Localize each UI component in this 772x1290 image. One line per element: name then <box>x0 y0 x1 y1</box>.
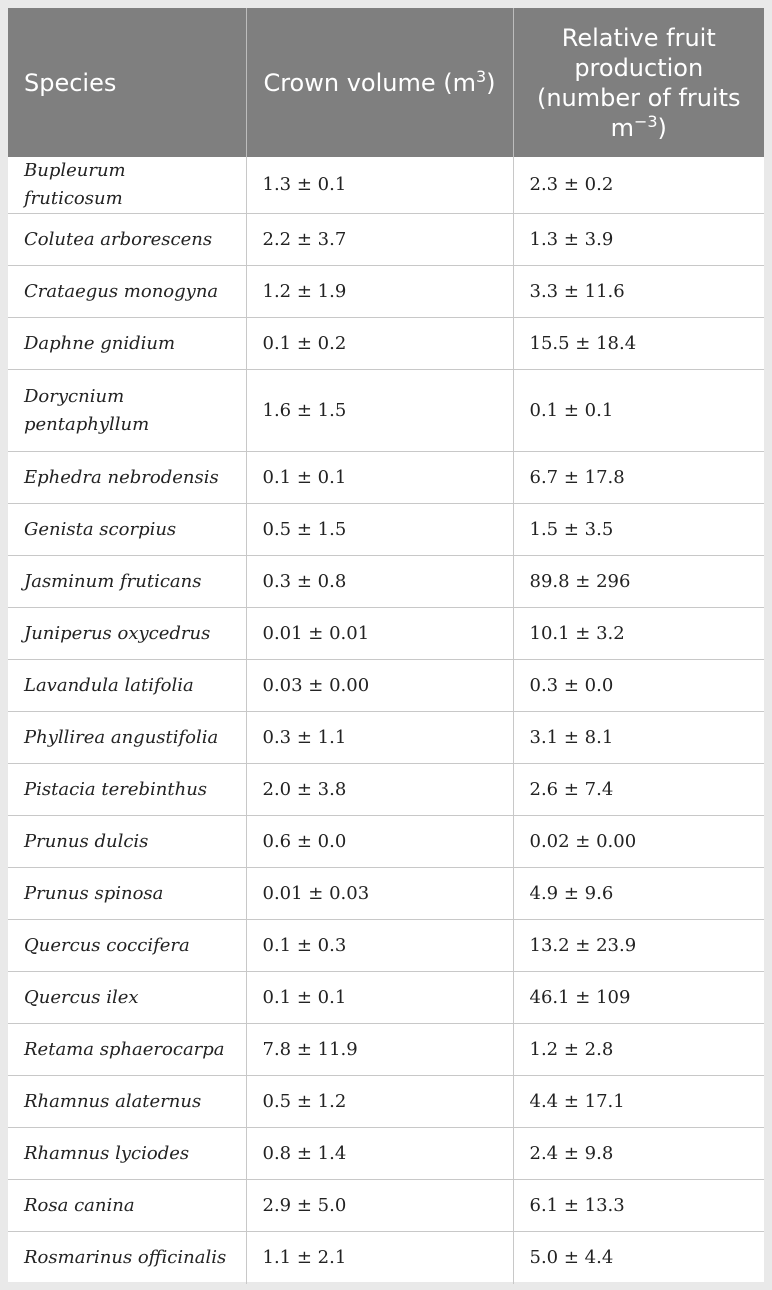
table-header <box>8 8 764 157</box>
table-row <box>8 712 764 764</box>
table-row <box>8 1024 764 1076</box>
species-data-table <box>8 8 764 1284</box>
fruit-production-cell: 2.3 ± 0.2 <box>513 157 764 214</box>
header-crown-volume-exponent: 3 <box>475 66 487 86</box>
fruit-production-cell: 0.1 ± 0.1 <box>513 370 764 452</box>
fruit-production-cell: 2.4 ± 9.8 <box>513 1128 764 1180</box>
table-row <box>8 452 764 504</box>
crown-volume-cell: 0.5 ± 1.5 <box>246 504 513 556</box>
fruit-production-cell: 15.5 ± 18.4 <box>513 318 764 370</box>
fruit-production-cell: 2.6 ± 7.4 <box>513 764 764 816</box>
species-cell: Lavandula latifolia <box>8 660 246 712</box>
table-row <box>8 266 764 318</box>
species-cell: Prunus dulcis <box>8 816 246 868</box>
table-row <box>8 1128 764 1180</box>
species-cell: Jasminum fruticans <box>8 556 246 608</box>
species-cell: Crataegus monogyna <box>8 266 246 318</box>
crown-volume-cell: 0.3 ± 0.8 <box>246 556 513 608</box>
crown-volume-cell: 0.8 ± 1.4 <box>246 1128 513 1180</box>
crown-volume-cell: 1.2 ± 1.9 <box>246 266 513 318</box>
table-row <box>8 157 764 214</box>
crown-volume-cell: 1.3 ± 0.1 <box>246 157 513 214</box>
header-species-label: Species <box>24 68 117 97</box>
species-cell: Retama sphaerocarpa <box>8 1024 246 1076</box>
fruit-production-cell: 1.2 ± 2.8 <box>513 1024 764 1076</box>
table-body <box>8 157 764 1284</box>
species-cell: Dorycnium pentaphyllum <box>8 370 246 452</box>
species-cell: Prunus spinosa <box>8 868 246 920</box>
crown-volume-cell: 0.01 ± 0.01 <box>246 608 513 660</box>
table-row <box>8 816 764 868</box>
table-row <box>8 660 764 712</box>
fruit-production-cell: 6.7 ± 17.8 <box>513 452 764 504</box>
fruit-production-cell: 5.0 ± 4.4 <box>529 1246 614 1268</box>
table-row <box>8 1076 764 1128</box>
fruit-production-cell: 46.1 ± 109 <box>513 972 764 1024</box>
fruit-production-cell: 1.5 ± 3.5 <box>513 504 764 556</box>
fruit-production-cell: 89.8 ± 296 <box>513 556 764 608</box>
fruit-production-cell: 4.9 ± 9.6 <box>513 868 764 920</box>
table-row <box>8 1180 764 1232</box>
species-cell: Rhamnus lyciodes <box>8 1128 246 1180</box>
crown-volume-cell: 2.9 ± 5.0 <box>246 1180 513 1232</box>
header-crown-volume <box>246 8 513 157</box>
crown-volume-cell: 0.5 ± 1.2 <box>246 1076 513 1128</box>
species-cell: Colutea arborescens <box>8 214 246 266</box>
species-cell: Juniperus oxycedrus <box>8 608 246 660</box>
fruit-production-cell: 0.3 ± 0.0 <box>513 660 764 712</box>
crown-volume-cell: 1.6 ± 1.5 <box>246 370 513 452</box>
table-row <box>8 556 764 608</box>
table-frame <box>8 8 764 1282</box>
species-cell: Genista scorpius <box>8 504 246 556</box>
crown-volume-cell: 2.2 ± 3.7 <box>246 214 513 266</box>
table-row <box>8 868 764 920</box>
fruit-production-cell: 13.2 ± 23.9 <box>513 920 764 972</box>
crown-volume-cell: 1.1 ± 2.1 <box>246 1232 513 1284</box>
table-row <box>8 504 764 556</box>
species-cell: Rosa canina <box>8 1180 246 1232</box>
fruit-production-cell: 4.4 ± 17.1 <box>513 1076 764 1128</box>
table-row <box>8 1232 764 1284</box>
fruit-production-cell: 3.1 ± 8.1 <box>513 712 764 764</box>
crown-volume-cell: 0.1 ± 0.2 <box>246 318 513 370</box>
table-row <box>8 318 764 370</box>
header-crown-volume-close: ) <box>486 68 496 97</box>
header-species <box>8 8 246 157</box>
species-cell: Quercus ilex <box>8 972 246 1024</box>
crown-volume-cell: 0.6 ± 0.0 <box>246 816 513 868</box>
crown-volume-cell: 0.01 ± 0.03 <box>246 868 513 920</box>
crown-volume-cell: 0.1 ± 0.1 <box>246 972 513 1024</box>
table-row <box>8 920 764 972</box>
crown-volume-cell: 0.3 ± 1.1 <box>246 712 513 764</box>
header-fruit-production-close: ) <box>657 113 667 142</box>
species-cell: Rosmarinus officinalis <box>8 1232 246 1284</box>
header-fruit-production-label: Relative fruit production (number of fruits m <box>536 23 741 142</box>
crown-volume-cell: 0.1 ± 0.1 <box>246 452 513 504</box>
species-cell: Bupleurum fruticosum <box>8 157 246 214</box>
species-cell: Rhamnus alaternus <box>8 1076 246 1128</box>
crown-volume-cell: 7.8 ± 11.9 <box>246 1024 513 1076</box>
crown-volume-cell: 2.0 ± 3.8 <box>246 764 513 816</box>
species-cell: Pistacia terebinthus <box>8 764 246 816</box>
header-fruit-production-exponent: −3 <box>633 111 658 131</box>
crown-volume-cell: 0.1 ± 0.3 <box>246 920 513 972</box>
table-row <box>8 370 764 452</box>
crown-volume-cell: 0.03 ± 0.00 <box>246 660 513 712</box>
table-row <box>8 214 764 266</box>
table-row <box>8 608 764 660</box>
header-crown-volume-label: Crown volume (m <box>263 68 476 97</box>
header-fruit-production <box>513 8 764 157</box>
species-cell: Quercus coccifera <box>8 920 246 972</box>
species-cell: Phyllirea angustifolia <box>8 712 246 764</box>
fruit-production-cell: 3.3 ± 11.6 <box>513 266 764 318</box>
header-row <box>8 8 764 157</box>
fruit-production-cell: 10.1 ± 3.2 <box>513 608 764 660</box>
fruit-production-cell: 6.1 ± 13.3 <box>513 1180 764 1232</box>
species-cell: Ephedra nebrodensis <box>8 452 246 504</box>
fruit-production-cell: 0.02 ± 0.00 <box>513 816 764 868</box>
fruit-production-cell: 1.3 ± 3.9 <box>513 214 764 266</box>
table-row <box>8 972 764 1024</box>
table-row <box>8 764 764 816</box>
species-cell: Daphne gnidium <box>8 318 246 370</box>
